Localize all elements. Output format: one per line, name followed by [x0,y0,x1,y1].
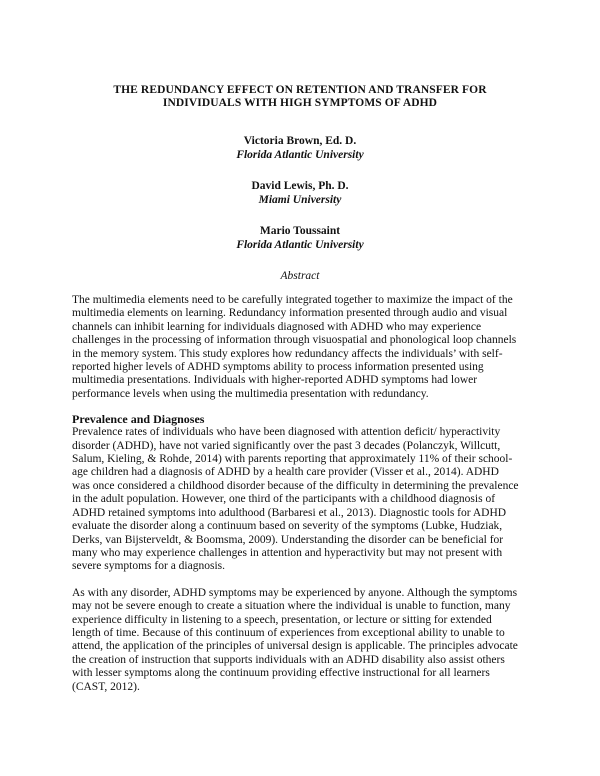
text-line: the creation of instruction that supports individuals with an ADHD disability also assist others [72,653,505,666]
abstract-heading: Abstract [280,270,320,282]
author-block-1 [72,134,528,162]
text-line: in the adult population. However, one third of the participants with a childhood diagnosis of [72,493,496,506]
text-line: The multimedia elements need to be carefully integrated together to maximize the impact of the [72,294,513,306]
paper-title [72,84,528,110]
title-line-2: INDIVIDUALS WITH HIGH SYMPTOMS OF ADHD [162,97,438,109]
text-line: Derks, van Bijsterveldt, & Boomsma, 2009). Understanding the disorder can be beneficial for [72,533,504,546]
author-block-3 [72,224,528,252]
text-line: performance levels when using the multimedia presentation with redundancy. [72,387,429,400]
text-line: may not be severe enough to create a situation where the individual is unable to function, many [72,600,511,613]
author-affiliation: Florida Atlantic University [236,149,364,161]
text-line: (CAST, 2012). [72,680,140,693]
body-paragraph-1 [72,426,528,573]
text-line: attend, the application of the principles of universal design is applicable. The principles advocate [72,640,518,653]
text-line: experience difficulty in listening to a speech, presentation, or lecture or sitting for extended [72,613,492,626]
text-line: channels can inhibit learning for individuals diagnosed with ADHD who may experience [72,320,482,333]
text-line: age children had a diagnosis of ADHD by a health care provider (Visser et al., 2014). ADHD [72,466,499,479]
section-heading: Prevalence and Diagnoses [72,412,205,427]
text-line: challenges in the processing of information through visuospatial and phonological loop channels [72,334,517,347]
text-line: Salum, Kieling, & Rohde, 2014) with parents reporting that approximately 11% of their school- [72,453,513,466]
author-affiliation: Florida Atlantic University [236,239,364,251]
text-line: ADHD retained symptoms into adulthood (Barbaresi et al., 2013). Diagnostic tools for ADHD [72,506,507,519]
body-paragraph-2 [72,587,528,694]
text-line: As with any disorder, ADHD symptoms may be experienced by anyone. Although the symptoms [72,586,518,599]
text-line: multimedia presentations. Individuals with higher-reported ADHD symptoms had lower [72,374,478,387]
text-line: was once considered a childhood disorder because of the difficulty in determining the prevalence [72,479,519,492]
author-affiliation: Miami University [258,194,342,206]
text-line: length of time. Because of this continuum of experiences from exceptional ability to unable to [72,626,505,639]
text-line: Prevalence rates of individuals who have been diagnosed with attention deficit/ hyperactivity [72,426,501,439]
author-name: Mario Toussaint [259,225,341,237]
abstract-text [72,294,528,401]
text-line: with lesser symptoms along the continuum providing effective instructional for all learners [72,667,490,680]
text-line: severe symptoms for a diagnosis. [72,560,225,573]
text-line: disorder (ADHD), have not varied significantly over the past 3 decades (Polanczyk, Willcutt, [72,439,501,452]
text-line: reported higher levels of ADHD symptoms ability to process information presented using [72,361,484,374]
text-line: multimedia elements on learning. Redundancy information presented through audio and visual [72,307,508,320]
author-name: David Lewis, Ph. D. [251,180,349,192]
text-line: many who may experience challenges in attention and hyperactivity but may not present with [72,546,503,559]
text-line: evaluate the disorder along a continuum based on severity of the symptoms (Lubke, Hudziak, [72,520,503,533]
author-name: Victoria Brown, Ed. D. [243,135,357,147]
text-line: in the memory system. This study explores how redundancy affects the individuals’ with self- [72,347,503,360]
title-line-1: THE REDUNDANCY EFFECT ON RETENTION AND TRANSFER FOR [113,84,487,96]
author-block-2 [72,179,528,207]
